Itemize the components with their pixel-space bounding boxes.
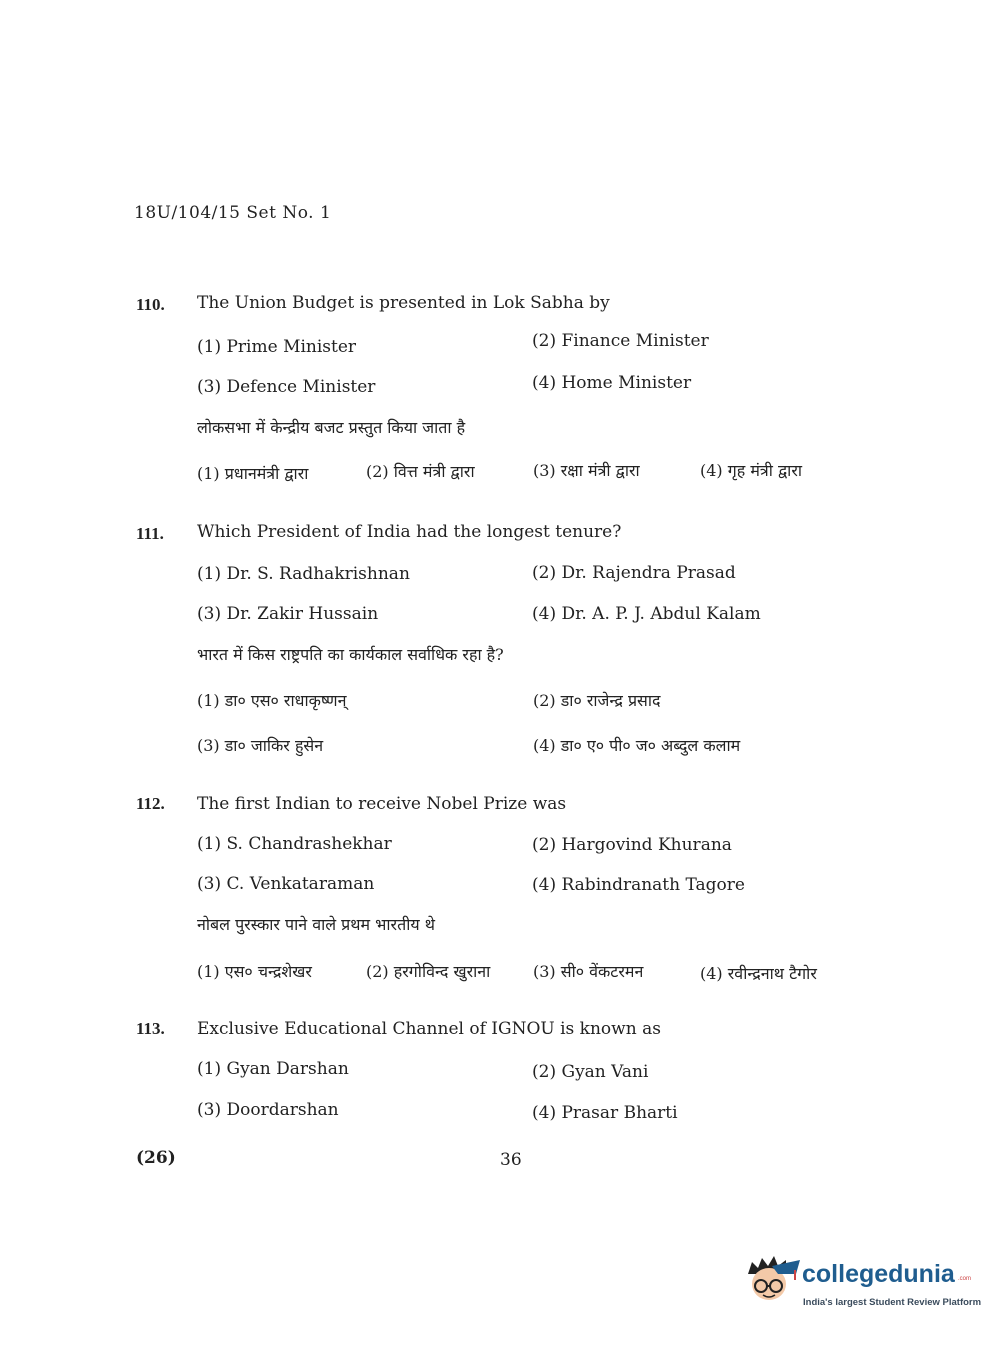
option: (1) Gyan Darshan [197,1059,349,1079]
question-text-hindi: भारत में किस राष्ट्रपति का कार्यकाल सर्वाधिक रहा है? [197,645,504,664]
student-mascot-icon [742,1248,802,1318]
logo-name: collegedunia [802,1260,955,1288]
question-number: 112. [136,794,165,813]
option: (3) Dr. Zakir Hussain [197,604,379,624]
question-number: 111. [136,524,164,543]
question-text: The first Indian to receive Nobel Prize was [197,794,567,814]
option: (4) Rabindranath Tagore [532,875,745,895]
option: (1) Prime Minister [197,337,357,357]
option-hindi: (2) डा० राजेन्द्र प्रसाद [533,691,661,710]
question-number: 110. [136,295,165,314]
question-text-hindi: लोकसभा में केन्द्रीय बजट प्रस्तुत किया जाता है [197,418,466,437]
option-hindi: (2) वित्त मंत्री द्वारा [366,462,475,481]
question-text: Exclusive Educational Channel of IGNOU is known as [197,1019,661,1039]
question-text: Which President of India had the longest tenure? [197,522,622,542]
paper-set-code: 18U/104/15 Set No. 1 [134,203,332,223]
option: (2) Hargovind Khurana [532,835,732,855]
option: (2) Dr. Rajendra Prasad [532,563,736,583]
option: (2) Finance Minister [532,331,709,351]
logo-tagline: India's largest Student Review Platform [803,1297,982,1308]
page-number: 36 [500,1150,522,1170]
option-hindi: (4) डा० ए० पी० ज० अब्दुल कलाम [533,736,741,755]
option-hindi: (1) प्रधानमंत्री द्वारा [197,464,309,483]
option: (3) C. Venkataraman [197,874,375,894]
option: (4) Prasar Bharti [532,1103,678,1123]
option-hindi: (3) डा० जाकिर हुसेन [197,736,324,755]
option: (4) Home Minister [532,373,692,393]
booklet-code: (26) [136,1148,176,1168]
option: (2) Gyan Vani [532,1062,649,1082]
question-text: The Union Budget is presented in Lok Sabha by [197,293,610,313]
option-hindi: (2) हरगोविन्द खुराना [366,962,491,981]
option-hindi: (3) सी० वेंकटरमन [533,962,644,981]
option: (1) Dr. S. Radhakrishnan [197,564,410,584]
option-hindi: (1) एस० चन्द्रशेखर [197,962,312,981]
option-hindi: (4) रवीन्द्रनाथ टैगोर [700,964,817,983]
option-hindi: (3) रक्षा मंत्री द्वारा [533,461,640,480]
question-text-hindi: नोबल पुरस्कार पाने वाले प्रथम भारतीय थे [197,915,435,934]
option: (1) S. Chandrashekhar [197,834,392,854]
option: (3) Doordarshan [197,1100,339,1120]
option-hindi: (1) डा० एस० राधाकृष्णन् [197,691,347,710]
option-hindi: (4) गृह मंत्री द्वारा [700,461,803,480]
logo-domain: .com [958,1276,972,1282]
option: (4) Dr. A. P. J. Abdul Kalam [532,604,761,624]
question-number: 113. [136,1019,165,1038]
option: (3) Defence Minister [197,377,376,397]
